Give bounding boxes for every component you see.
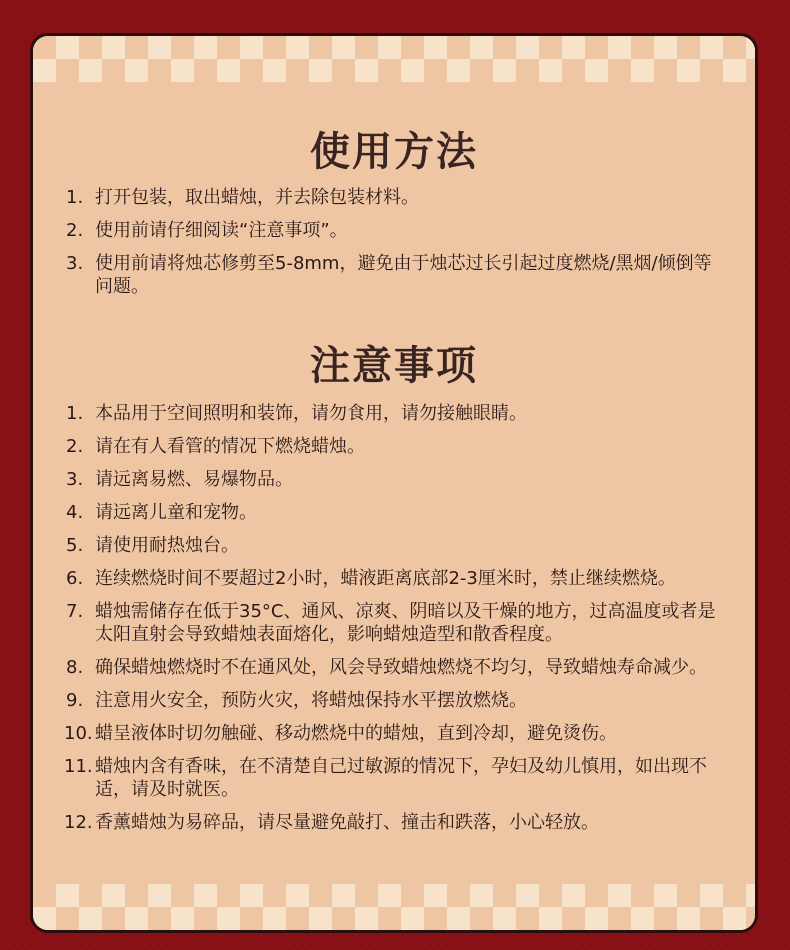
item-text: 蜡烛内含有香味，在不清楚自己过敏源的情况下，孕妇及幼儿慎用，如出现不适，请及时就医。 bbox=[95, 756, 707, 800]
notes-list bbox=[33, 402, 755, 844]
item-number: 3. bbox=[66, 253, 84, 274]
item-number: 11. bbox=[64, 756, 93, 777]
item-number: 5. bbox=[66, 535, 84, 556]
item-text: 蜡呈液体时切勿触碰、移动燃烧中的蜡烛，直到冷却，避免烫伤。 bbox=[95, 723, 617, 744]
list-item bbox=[33, 402, 755, 425]
item-text: 使用前请将烛芯修剪至5-8mm，避免由于烛芯过长引起过度燃烧/黑烟/倾倒等问题。 bbox=[95, 253, 712, 297]
item-text: 确保蜡烛燃烧时不在通风处，风会导致蜡烛燃烧不均匀，导致蜡烛寿命减少。 bbox=[95, 657, 707, 678]
list-item bbox=[33, 755, 755, 801]
list-item bbox=[33, 600, 755, 646]
item-text: 蜡烛需储存在低于35°C、通风、凉爽、阴暗以及干燥的地方，过高温度或者是太阳直射会导致蜡烛表面熔化，影响蜡烛造型和散香程度。 bbox=[95, 601, 716, 645]
item-number: 7. bbox=[66, 601, 84, 622]
item-number: 12. bbox=[64, 812, 93, 833]
list-item bbox=[33, 567, 755, 590]
list-item bbox=[33, 656, 755, 679]
list-item bbox=[33, 811, 755, 834]
item-number: 2. bbox=[66, 436, 84, 457]
item-number: 1. bbox=[66, 187, 84, 208]
checker-border-top bbox=[33, 36, 755, 82]
item-number: 6. bbox=[66, 568, 84, 589]
item-text: 注意用火安全，预防火灾，将蜡烛保持水平摆放燃烧。 bbox=[95, 690, 527, 711]
item-number: 2. bbox=[66, 220, 84, 241]
item-text: 香薰蜡烛为易碎品，请尽量避免敲打、撞击和跌落，小心轻放。 bbox=[95, 812, 599, 833]
list-item bbox=[33, 689, 755, 712]
list-item bbox=[33, 219, 755, 242]
list-item bbox=[33, 501, 755, 524]
item-text: 请使用耐热烛台。 bbox=[95, 535, 239, 556]
item-text: 打开包装，取出蜡烛，并去除包装材料。 bbox=[95, 187, 419, 208]
item-text: 请远离易燃、易爆物品。 bbox=[95, 469, 293, 490]
item-number: 9. bbox=[66, 690, 84, 711]
notes-title: 注意事项 bbox=[310, 343, 478, 389]
item-text: 连续燃烧时间不要超过2小时，蜡液距离底部2-3厘米时，禁止继续燃烧。 bbox=[95, 568, 676, 589]
item-text: 本品用于空间照明和装饰，请勿食用，请勿接触眼睛。 bbox=[95, 403, 527, 424]
item-number: 4. bbox=[66, 502, 84, 523]
item-number: 3. bbox=[66, 469, 84, 490]
list-item bbox=[33, 534, 755, 557]
item-number: 1. bbox=[66, 403, 84, 424]
usage-title: 使用方法 bbox=[310, 129, 478, 175]
list-item bbox=[33, 722, 755, 745]
item-number: 10. bbox=[64, 723, 93, 744]
list-item bbox=[33, 435, 755, 458]
item-text: 请远离儿童和宠物。 bbox=[95, 502, 257, 523]
item-text: 使用前请仔细阅读“注意事项”。 bbox=[95, 220, 348, 241]
list-item bbox=[33, 252, 755, 298]
instruction-card bbox=[30, 33, 758, 933]
checker-border-bottom bbox=[33, 884, 755, 930]
item-number: 8. bbox=[66, 657, 84, 678]
list-item bbox=[33, 186, 755, 209]
list-item bbox=[33, 468, 755, 491]
item-text: 请在有人看管的情况下燃烧蜡烛。 bbox=[95, 436, 365, 457]
usage-list bbox=[33, 186, 755, 308]
